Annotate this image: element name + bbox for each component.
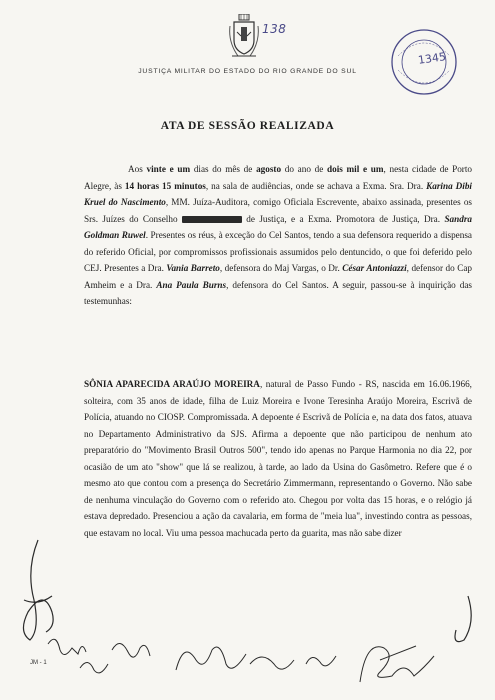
emphasized-text: 14 horas 15 minutos — [124, 180, 206, 191]
bottom-signature-3 — [112, 643, 150, 657]
right-margin-signature — [455, 596, 471, 642]
body-text: , defensora do Maj Vargas, o Dr. — [219, 263, 343, 273]
body-text: , defensor do Cap Amheim e a Dra. — [84, 263, 473, 290]
body-text: , MM. Juíza-Auditora, comigo Oficiala Escrevente, abaixo assinada, presentes os Srs. Juízes do Conselho — [84, 197, 473, 224]
bottom-signature-1 — [48, 639, 86, 654]
body-text: . Presentes os réus, à exceção do Cel Santos, tendo a sua defensora requerido a dispensa do referido Oficial, por compromissos profissionais assumidos pelo dentuncido, o que foi deferido pelo CEJ. Presentes a Dra. — [84, 230, 472, 273]
body-text: do ano de — [281, 164, 327, 174]
seal-number: 1345 — [417, 50, 447, 67]
left-margin-signature — [23, 540, 53, 640]
bottom-signature-6 — [306, 656, 336, 666]
body-text: Aos — [128, 164, 147, 174]
body-text: dias do mês de — [190, 164, 257, 174]
bottom-signature-7 — [360, 647, 434, 682]
emphasized-text: SÔNIA APARECIDA ARAÚJO MOREIRA — [84, 379, 260, 389]
emphasized-text: dois mil e um — [326, 164, 384, 174]
emphasized-text: Vania Barreto — [166, 263, 220, 273]
document-title: ATA DE SESSÃO REALIZADA — [160, 120, 335, 132]
bottom-signature-4 — [176, 647, 246, 670]
body-text: , natural de Passo Fundo - RS, nascida em 16.06.1966, solteira, com 35 anos de idade, filha de Luiz Moreira e Ivone Teresinha Araújo Moreira, Escrivã de Polícia, atuando no CIOSP. Compromissada. A depoente é Escrivã de Polícia e, na data dos fatos, atuava no Departamento Administrativo da SJS. Afirma a depoente que não participou de nenhum ato preparatório do "Movimento Brasil Outros 500", tendo ido apenas no Parque Harmonia no dia 22, por ocasião de um ato "show" que lá se realizou, à tarde, ao lado da Usina do Gasômetro. Refere que é o mesmo ato que contou com a presença do Secretário Zimmermann, representando o Governo. Não sabe de nenhuma vinculação do Governo com o referido ato. Chegou por volta das 15 horas, e o relógio já estava depredado. Presenciou a ação da cavalaria, em forma de "meia lua", investindo contra as pessoas, que estavam no local. Viu uma pessoa machucada perto da guarita, mas não sabe dizer — [84, 379, 472, 538]
emphasized-text: César Antoniazzi — [342, 263, 407, 273]
body-text: , defensora do Cel Santos. A seguir, passou-se à inquirição das testemunhas: — [84, 279, 472, 306]
form-code: JM - 1 — [30, 660, 47, 666]
institution-header: JUSTIÇA MILITAR DO ESTADO DO RIO GRANDE DO SUL — [138, 68, 357, 75]
emphasized-text: vinte e um — [146, 164, 191, 174]
bottom-signature-2 — [80, 662, 108, 672]
handwritten-page-number: 138 — [262, 22, 287, 36]
body-text: , nesta cidade de Porto Alegre, às — [84, 164, 473, 191]
body-text: de Justiça, e a Exma. Promotora de Justiça, Dra. — [241, 213, 445, 224]
emphasized-text: Karina Dibi Kruel do Nascimento — [84, 180, 472, 207]
body-text: , na sala de audiências, onde se achava a Exma. Sra. Dra. — [205, 180, 427, 191]
bottom-signature-5 — [250, 657, 294, 669]
emphasized-text: agosto — [256, 164, 282, 174]
emphasized-text: Sandra Goldman Ruwel — [84, 213, 473, 240]
emphasized-text: Ana Paula Burns — [156, 279, 227, 290]
